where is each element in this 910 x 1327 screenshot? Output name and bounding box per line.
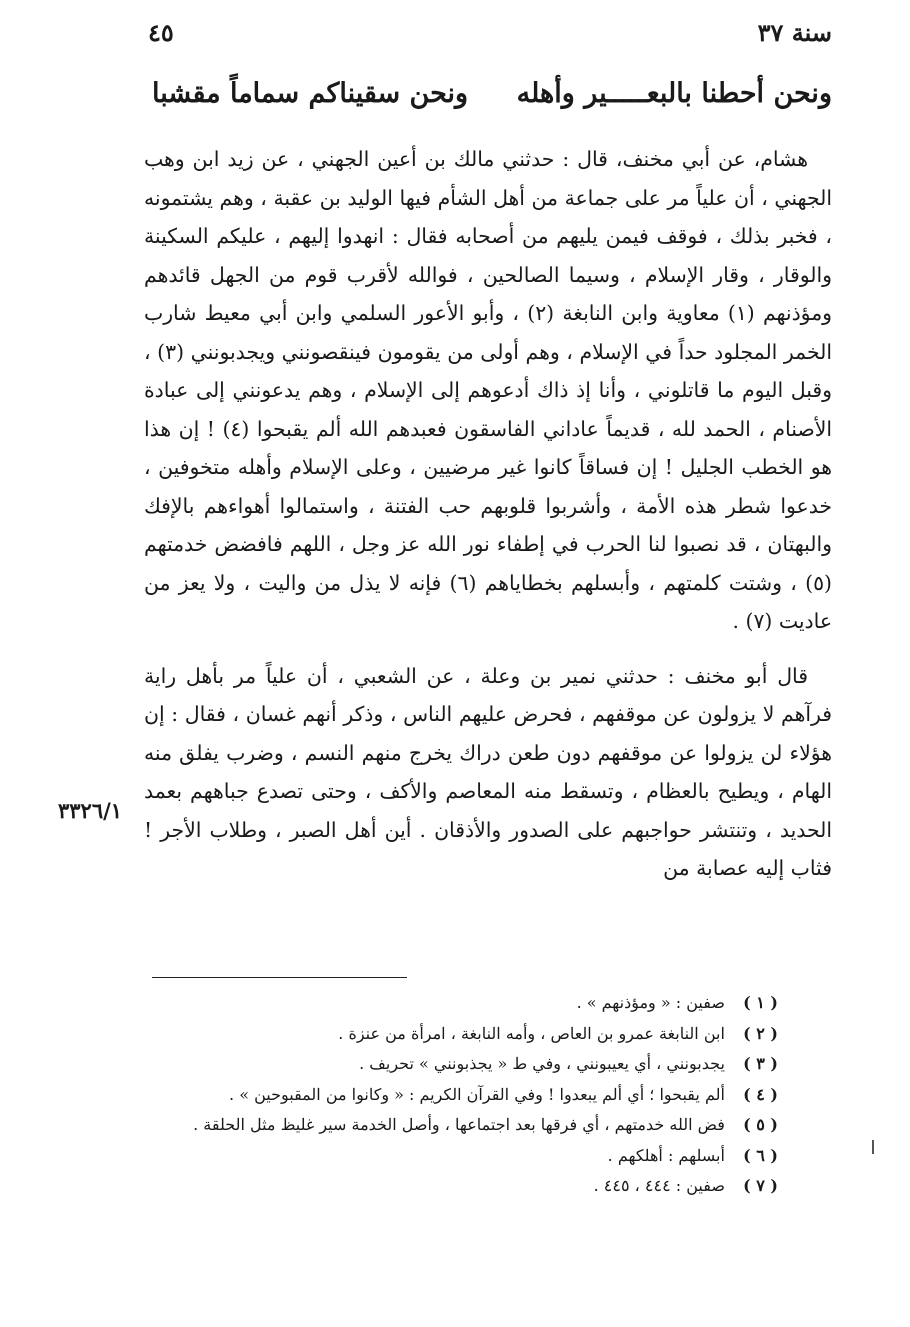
footnote-number: ( ٥ ) bbox=[743, 1115, 778, 1134]
footnote-number: ( ٧ ) bbox=[743, 1176, 778, 1195]
footnote-number: ( ٤ ) bbox=[743, 1084, 778, 1104]
footnote-text: ابن النابغة عمرو بن العاص ، وأمه النابغة ، امرأة من عنزة . bbox=[338, 1023, 725, 1043]
footnote-number: ( ٣ ) bbox=[743, 1054, 778, 1073]
verse-hemistich-first: ونحن أحطنا بالبعـــــير وأهله bbox=[516, 78, 832, 109]
footnote-item bbox=[138, 1019, 778, 1050]
running-header-year: سنة ٣٧ bbox=[757, 18, 832, 47]
footnotes bbox=[138, 988, 778, 1202]
page-number: ٤٥ bbox=[148, 18, 174, 47]
footnote-item bbox=[138, 1049, 778, 1080]
footnote-item bbox=[138, 1171, 778, 1202]
paragraph-abu-mikhnaf-narration: قال أبو مخنف : حدثني نمير بن وعلة ، عن الشعبي ، أن علياً مر بأهل راية فرآهم لا يزولون عن موقفهم ، فحرض عليهم الناس ، وذكر أنهم غسان ، فقال : إن هؤلاء لن يزولوا عن موقفهم دون طعن دراك يخرج منهم النسم ، وضرب يفلق منه الهام ، ويطيح بالعظام ، وتسقط منه المعاصم والأكف ، وحتى تصدع جباههم بعمد الحديد ، وتنتشر حواجبهم على الصدور والأذقان . أين أهل الصبر ، وطلاب الأجر ! فثاب إليه عصابة من bbox=[144, 663, 832, 880]
footnote-divider bbox=[152, 977, 407, 978]
footnote-item bbox=[138, 1110, 778, 1141]
footnote-item bbox=[138, 988, 778, 1019]
verse-hemistich-second: ونحن سقيناكم سماماً مقشبا bbox=[152, 78, 469, 109]
footnote-item bbox=[138, 1080, 778, 1111]
footnote-number: ( ٢ ) bbox=[743, 1023, 778, 1043]
paragraph-hisham-narration: هشام، عن أبي مخنف، قال : حدثني مالك بن أعين الجهني ، عن زيد ابن وهب الجهني ، أن علياً مر على جماعة من أهل الشأم فيها الوليد بن عقبة ، وهم يشتمونه ، فخبر بذلك ، فوقف فيمن يليهم من أصحابه فقال : انهدوا إليهم ، عليكم السكينة والوقار ، وقار الإسلام ، وسيما الصالحين ، فوالله لأقرب قوم من الجهل قائدهم ومؤذنهم (١) معاوية وابن النابغة (٢) ، وأبو الأعور السلمي وابن أبي معيط شارب الخمر المجلود حداً في الإسلام ، وهم أولى من يقومون فينقصونني ويجدبونني (٣) ، وقبل اليوم ما قاتلوني ، وأنا إذ ذاك أدعوهم إلى الإسلام ، وهم يدعونني إلى عبادة الأصنام ، الحمد لله ، قديماً عاداني الفاسقون فعبدهم الله ألم يقبحوا (٤) ! إن هذا هو الخطب الجليل ! إن فساقاً كانوا غير مرضيين ، وعلى الإسلام وأهله متخوفين ، خدعوا شطر هذه الأمة ، وأشربوا قلوبهم حب الفتنة ، واستمالوا أهواءهم بالإفك والبهتان ، قد نصبوا لنا الحرب في إطفاء نور الله عز وجل ، اللهم فافضض خدمتهم (٥) ، وشتت كلمتهم ، وأبسلهم بخطاياهم (٦) فإنه لا يذل من واليت ، ولا يعز من عاديت (٧) . bbox=[144, 147, 832, 633]
footnote-text: صفين : ٤٤٤ ، ٤٤٥ . bbox=[593, 1176, 725, 1195]
main-text bbox=[144, 140, 832, 888]
footnote-item bbox=[138, 1141, 778, 1172]
footnote-text: صفين : « ومؤذنهم » . bbox=[576, 993, 725, 1012]
footnote-text: أبسلهم : أهلكهم . bbox=[607, 1145, 725, 1165]
footnote-number: ( ١ ) bbox=[743, 993, 778, 1012]
footnote-number: ( ٦ ) bbox=[743, 1145, 778, 1165]
footnote-text: فض الله خدمتهم ، أي فرقها بعد اجتماعها ، وأصل الخدمة سير غليظ مثل الحلقة . bbox=[193, 1115, 725, 1134]
margin-reference: ٣٣٢٦/١ bbox=[58, 798, 123, 823]
footnote-text: ألم يقبحوا ؛ أي ألم يبعدوا ! وفي القرآن الكريم : « وكانوا من المقبوحين » . bbox=[229, 1084, 725, 1104]
scan-margin-mark bbox=[872, 1140, 874, 1154]
poetry-verse bbox=[152, 78, 832, 109]
footnote-text: يجدبونني ، أي يعيبونني ، وفي ط « يجذبونني » تحريف . bbox=[359, 1054, 725, 1073]
